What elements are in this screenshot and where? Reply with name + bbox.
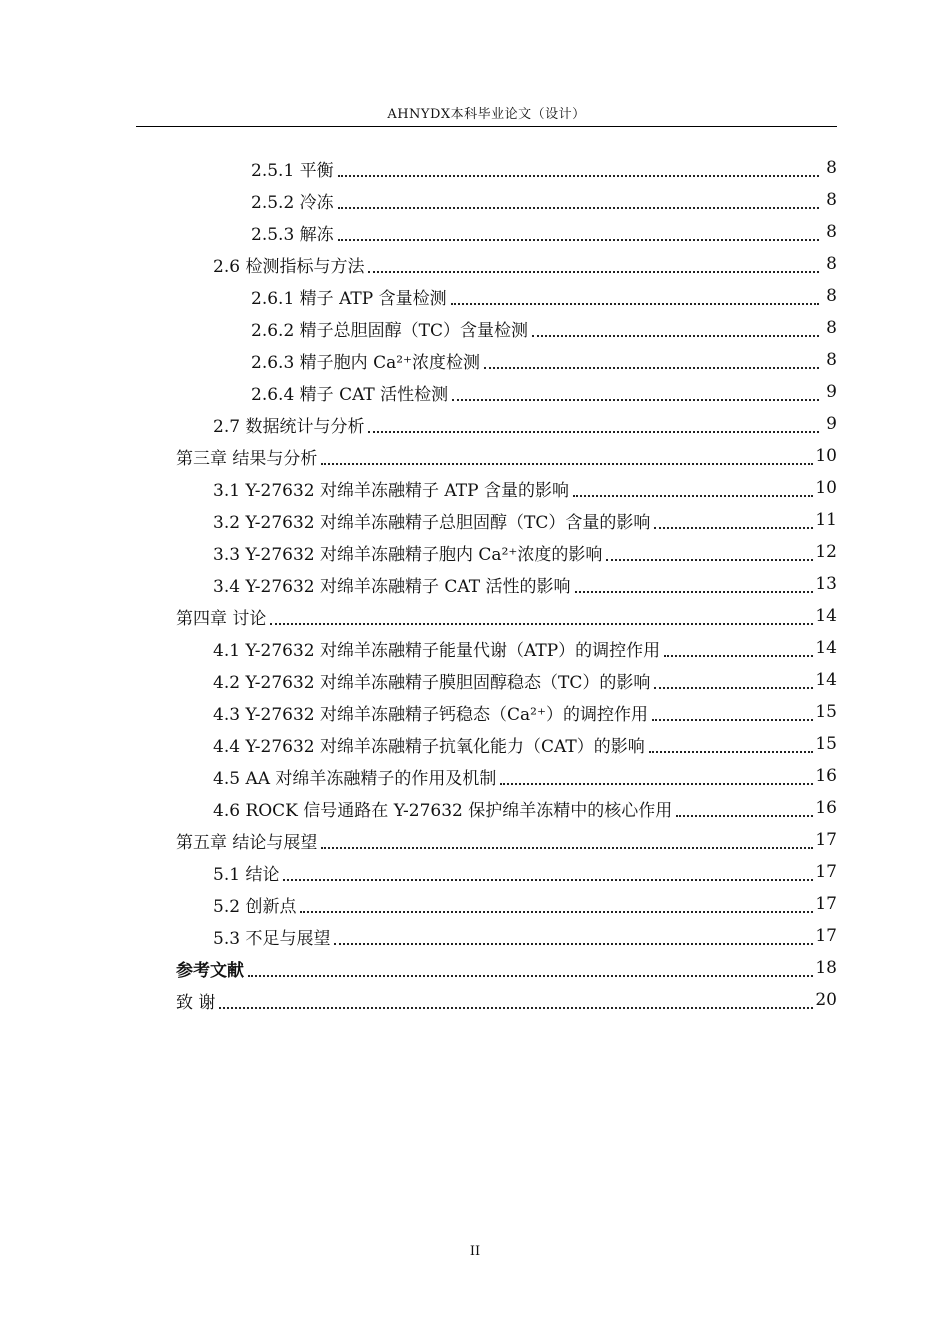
dot-leader [334,942,813,945]
dot-leader [270,622,813,625]
toc-entry-page: 10 [815,446,837,466]
toc-entry-label: 参考文献 [176,960,244,981]
toc-entry[interactable] [176,440,837,472]
toc-entry[interactable] [176,376,837,408]
toc-entry[interactable] [176,312,837,344]
toc-entry-label: 4.1 Y-27632 对绵羊冻融精子能量代谢（ATP）的调控作用 [213,640,661,661]
toc-entry-label: 4.4 Y-27632 对绵羊冻融精子抗氧化能力（CAT）的影响 [213,736,645,757]
toc-entry[interactable] [176,568,837,600]
toc-entry[interactable] [176,984,837,1016]
dot-leader [654,526,813,529]
dot-leader [573,494,813,497]
toc-entry[interactable] [176,824,837,856]
toc-entry[interactable] [176,728,837,760]
toc-entry-page: 14 [815,638,837,658]
toc-entry[interactable] [176,600,837,632]
toc-entry-label: 3.4 Y-27632 对绵羊冻融精子 CAT 活性的影响 [213,576,571,597]
toc-entry-label: 3.1 Y-27632 对绵羊冻融精子 ATP 含量的影响 [213,480,569,501]
toc-entry[interactable] [176,760,837,792]
toc-entry[interactable] [176,696,837,728]
toc-entry[interactable] [176,920,837,952]
toc-entry[interactable] [176,856,837,888]
dot-leader [606,558,813,561]
dot-leader [368,430,819,433]
dot-leader [283,878,813,881]
dot-leader [219,1006,813,1009]
toc-entry-label: 5.2 创新点 [213,896,297,917]
toc-entry-page: 8 [826,286,837,306]
dot-leader [321,846,813,849]
toc-entry-page: 20 [815,990,837,1010]
header-title: AHNYDX本科毕业论文（设计） [387,107,586,122]
toc-entry-label: 致 谢 [176,992,216,1013]
toc-entry-page: 14 [815,670,837,690]
toc-entry[interactable] [176,344,837,376]
dot-leader [321,462,813,465]
toc-entry-label: 2.6.4 精子 CAT 活性检测 [251,384,449,405]
dot-leader [338,174,819,177]
dot-leader [652,718,813,721]
toc-entry-page: 15 [815,702,837,722]
toc-entry-label: 3.3 Y-27632 对绵羊冻融精子胞内 Ca²⁺浓度的影响 [213,544,603,565]
dot-leader [575,590,814,593]
toc-entry-page: 16 [815,798,837,818]
toc-entry-label: 2.6.3 精子胞内 Ca²⁺浓度检测 [251,352,480,373]
toc-entry-page: 8 [826,350,837,370]
toc-entry-label: 第四章 讨论 [176,608,267,629]
toc-entry-label: 2.5.3 解冻 [251,224,334,245]
dot-leader [338,206,819,209]
toc-entry-page: 16 [815,766,837,786]
toc-entry-page: 15 [815,734,837,754]
toc-entry-label: 2.5.2 冷冻 [251,192,334,213]
dot-leader [368,270,819,273]
toc-entry-page: 8 [826,318,837,338]
dot-leader [248,974,813,977]
toc-entry-page: 11 [815,510,837,530]
toc-entry-label: 4.3 Y-27632 对绵羊冻融精子钙稳态（Ca²⁺）的调控作用 [213,704,648,725]
dot-leader [676,814,813,817]
dot-leader [654,686,813,689]
toc-entry-page: 9 [826,382,837,402]
table-of-contents [176,152,837,1016]
toc-entry-page: 17 [815,830,837,850]
toc-entry[interactable] [176,408,837,440]
toc-entry[interactable] [176,472,837,504]
toc-entry-page: 8 [826,190,837,210]
toc-entry-label: 第三章 结果与分析 [176,448,318,469]
toc-entry[interactable] [176,632,837,664]
dot-leader [484,366,819,369]
dot-leader [451,302,819,305]
toc-entry-page: 17 [815,862,837,882]
toc-entry-label: 4.5 AA 对绵羊冻融精子的作用及机制 [213,768,497,789]
toc-entry-label: 4.6 ROCK 信号通路在 Y-27632 保护绵羊冻精中的核心作用 [213,800,673,821]
toc-entry-page: 8 [826,222,837,242]
toc-entry-label: 2.6 检测指标与方法 [213,256,365,277]
toc-entry[interactable] [176,504,837,536]
dot-leader [452,398,819,401]
dot-leader [300,910,813,913]
toc-entry-label: 3.2 Y-27632 对绵羊冻融精子总胆固醇（TC）含量的影响 [213,512,651,533]
toc-entry[interactable] [176,952,837,984]
toc-entry-label: 4.2 Y-27632 对绵羊冻融精子膜胆固醇稳态（TC）的影响 [213,672,651,693]
toc-entry-page: 13 [815,574,837,594]
dot-leader [500,782,813,785]
toc-entry-page: 8 [826,158,837,178]
toc-entry-page: 8 [826,254,837,274]
page-number: II [469,1244,481,1259]
page-header [136,104,837,127]
toc-entry-label: 2.5.1 平衡 [251,160,334,181]
toc-entry[interactable] [176,792,837,824]
dot-leader [338,238,819,241]
toc-entry-label: 2.6.1 精子 ATP 含量检测 [251,288,447,309]
toc-entry-page: 9 [826,414,837,434]
toc-entry-page: 14 [815,606,837,626]
toc-entry[interactable] [176,280,837,312]
dot-leader [649,750,814,753]
toc-entry-page: 18 [815,958,837,978]
toc-entry-page: 17 [815,894,837,914]
toc-entry[interactable] [176,664,837,696]
toc-entry[interactable] [176,184,837,216]
toc-entry[interactable] [176,248,837,280]
toc-entry[interactable] [176,152,837,184]
toc-entry[interactable] [176,216,837,248]
toc-entry-label: 2.7 数据统计与分析 [213,416,365,437]
toc-entry-label: 2.6.2 精子总胆固醇（TC）含量检测 [251,320,529,341]
toc-entry-label: 第五章 结论与展望 [176,832,318,853]
toc-entry-page: 10 [815,478,837,498]
toc-entry[interactable] [176,888,837,920]
toc-entry-label: 5.1 结论 [213,864,280,885]
toc-entry-page: 12 [815,542,837,562]
toc-entry[interactable] [176,536,837,568]
toc-entry-page: 17 [815,926,837,946]
dot-leader [664,654,813,657]
toc-entry-label: 5.3 不足与展望 [213,928,331,949]
dot-leader [532,334,819,337]
